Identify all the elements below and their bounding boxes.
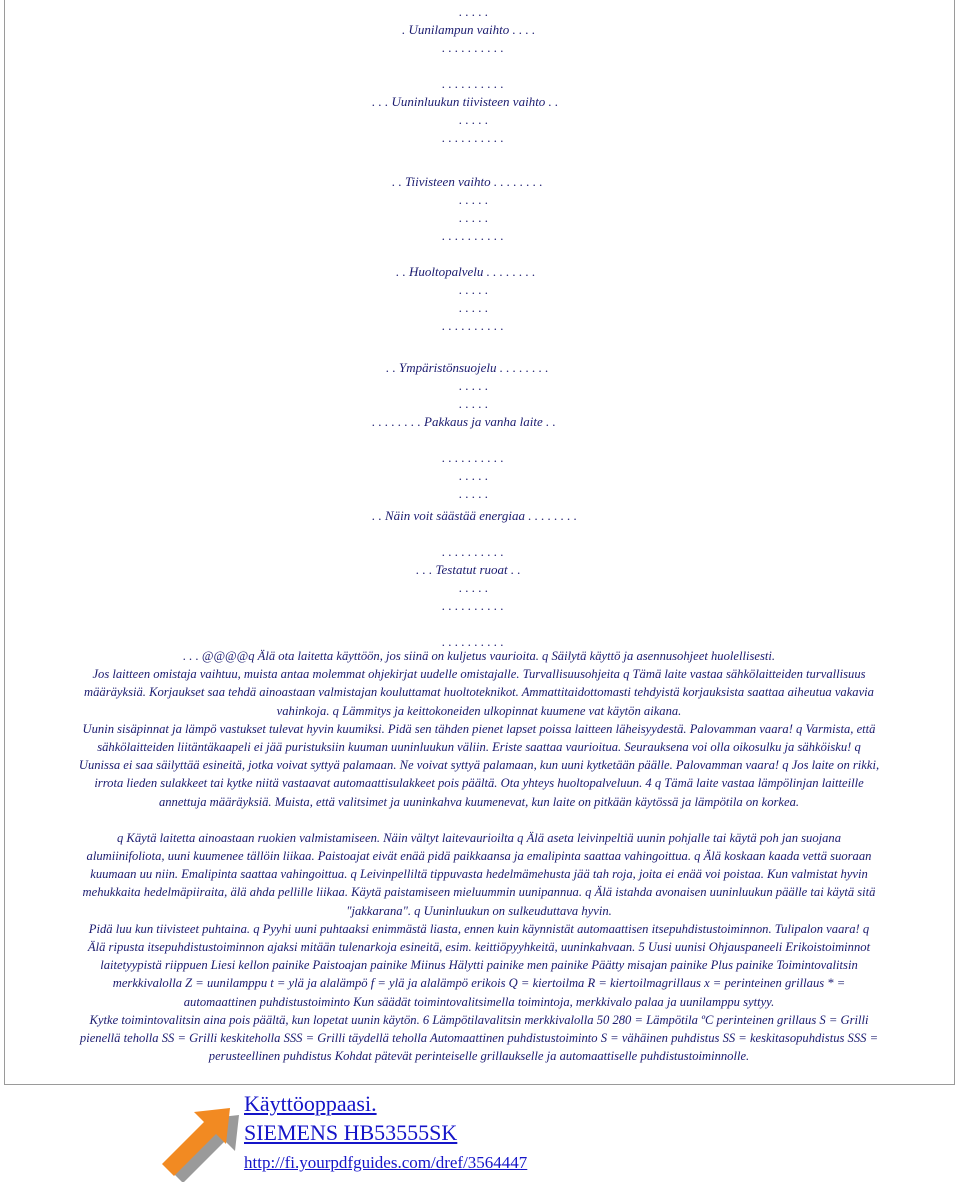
toc-line: . . Tiivisteen vaihto . . . . . . . .	[392, 174, 543, 189]
toc-line: . . . . . . . . . .	[442, 544, 504, 559]
arrow-logo-icon	[160, 1090, 242, 1182]
toc-line: . . . . .	[459, 378, 489, 393]
body-line: mehukkaita hedelmäpiiraita, älä ahda pellille liikaa. Käytä paistamiseen mieluummin uunipannua. q Älä istahda avonaisen uuninluukun päälle tai käytä sitä	[82, 885, 876, 900]
body-line: automaattinen puhdistustoiminto Kun säädät toimintovalitsimella toimintoja, merkkivalo palaa ja uunilamppu syttyy.	[183, 994, 775, 1009]
toc-line: . . . . .	[459, 396, 489, 411]
body-line: "jakkarana". q Uuninluukun on sulkeuduttava hyvin.	[346, 903, 612, 918]
toc-line: . . . . .	[459, 4, 489, 19]
body-line: vahinkoja. q Lämmitys ja keittokoneiden ulkopinnat kuumene vat käytön aikana.	[276, 703, 682, 718]
body-line: perusteellinen puhdistus Kohdat pätevät perinteiselle grillaukselle ja automaattiselle puhdistustoiminnolle.	[208, 1049, 750, 1064]
body-line: sähkölaitteiden liitäntäkaapeli ei jää puristuksiin kuuman uuninluukun väliin. Eriste saattaa vaurioitua. Seurauksena voi olla oikosulku ja sähköisku! q	[97, 740, 861, 755]
toc-line: . . Näin voit säästää energiaa . . . . . . . .	[372, 508, 577, 523]
toc-line: . . . . . . . . . .	[442, 40, 504, 55]
toc-line: . . . . . . . . . .	[442, 634, 504, 649]
body-line: Kytke toimintovalitsin aina pois päältä, kun lopetat uunin käytön. 6 Lämpötilavalitsin merkkivalolla 50 280 = Lämpötila ºC perinteinen grillaus S = Grilli	[89, 1012, 869, 1027]
toc-line: . . . . . . . . . .	[442, 450, 504, 465]
toc-line: . . . . . . . . . .	[442, 76, 504, 91]
toc-line: . . . . .	[459, 468, 489, 483]
body-line: Älä ripusta itsepuhdistustoiminnon ajaksi mitään tulenarkoja esineitä, esim. keittiöpyyhkeitä, uuninkahvaan. 5 Uusi uunisi Ohjauspaneeli Erikoistoiminnot	[87, 940, 871, 955]
body-line: pienellä teholla SS = Grilli keskiteholla SSS = Grilli täydellä teholla Automaattinen puhdistustoiminto S = vähäinen puhdistus SS = keskitasopuhdistus SSS =	[79, 1031, 879, 1046]
toc-line: . . . . .	[459, 300, 489, 315]
body-line: määräyksiä. Korjaukset saa tehdä ainoastaan valmistajan kouluttamat huoltoteknikot. Ammattitaidottomasti tehdyistä korjauksista saattaa aiheutua vakavia	[84, 685, 874, 700]
safety-instructions-text	[6, 647, 952, 1065]
toc-line: . . . . .	[459, 282, 489, 297]
toc-line: . . . . . . . . . .	[442, 318, 504, 333]
body-line: Uunin sisäpinnat ja lämpö vastukset tulevat hyvin kuumiksi. Pidä sen tähden pienet lapset poissa laitteen läheisyydestä. Palovamman vaara! q Varmista, että	[82, 721, 876, 736]
product-link[interactable]: SIEMENS HB53555SK	[244, 1120, 458, 1145]
body-line	[6, 811, 952, 829]
body-line: q Käytä laitetta ainoastaan ruokien valmistamiseen. Näin vältyt laitevaurioilta q Älä aseta leivinpeltiä uunin pohjalle tai käytä poh jan suojana	[116, 830, 842, 845]
body-line: kuumaan uu niin. Emalipinta saattaa vahingoittua. q Leivinpelliltä tippuvasta hedelmämehusta jää tah roja, joita ei enää voi poistaa. Kun valmistat hyvin	[90, 867, 868, 882]
footer	[160, 1087, 860, 1187]
body-line: irrota lieden sulakkeet tai kytke niitä vastaavat automaattisulakkeet pois päältä. Ota yhteys huoltopalveluun. 4 q Tämä laite vastaa lämpölinjan laitteille	[94, 776, 864, 791]
body-line: annettuja määräyksiä. Muista, että valitsimet ja uuninkahva kuumenevat, kun laite on pitkään käytössä ja lämpötila on korkea.	[158, 794, 800, 809]
toc-line: . . Ympäristönsuojelu . . . . . . . .	[386, 360, 549, 375]
toc-line: . . . . .	[459, 486, 489, 501]
body-line: laitetyypistä riippuen Liesi kellon painike Paistoajan painike Miinus Hälytti painike men painike Päätty misajan painike Plus painike Toimintovalitsin	[100, 958, 858, 973]
body-line: merkkivalolla Z = uunilamppu t = ylä ja alalämpö f = ylä ja alalämpö erikois Q = kiertoilma R = kiertoilmagrillaus x = perinteinen grillaus * =	[112, 976, 846, 991]
toc-line: . . Huoltopalvelu . . . . . . . .	[396, 264, 536, 279]
toc-line: . . . . .	[459, 580, 489, 595]
url-link[interactable]: http://fi.yourpdfguides.com/dref/3564447	[244, 1153, 528, 1172]
toc-line: . . . . . . . . Pakkaus ja vanha laite . .	[372, 414, 556, 429]
toc-line: . . . . . . . . . .	[442, 130, 504, 145]
toc-line: . . . . .	[459, 192, 489, 207]
body-line: Jos laitteen omistaja vaihtuu, muista antaa molemmat ohjekirjat uudelle omistajalle. Turvallisuusohjeita q Tämä laite vastaa sähkölaitteiden turvallisuus	[92, 667, 866, 682]
body-line: Uunissa ei saa säilyttää esineitä, jotka voivat syttyä palamaan. Ne voivat syttyä palamaan, kun uuni kytketään päälle. Palovamman vaara! q Jos laite on rikki,	[78, 758, 880, 773]
manual-link[interactable]: Käyttöoppaasi.	[244, 1091, 377, 1116]
toc-line: . . . . . . . . . .	[442, 598, 504, 613]
toc-line: . . . Testatut ruoat . .	[416, 562, 521, 577]
toc-line: . . . Uuninluukun tiivisteen vaihto . .	[372, 94, 559, 109]
toc-line: . . . . .	[459, 112, 489, 127]
body-line: alumiinifoliota, uuni kuumenee tällöin liikaa. Paistoajat eivät enää pidä paikkaansa ja emalipinta saattaa vahingoittua. q Älä koskaan kaada vettä suoraan	[86, 849, 872, 864]
toc-line: . . . . . . . . . .	[442, 228, 504, 243]
body-line: . . . @@@@q Älä ota laitetta käyttöön, jos siinä on kuljetus vaurioita. q Säilytä käyttö ja asennusohjeet huolellisesti.	[182, 649, 775, 663]
toc-line: . . . . .	[459, 210, 489, 225]
body-line: Pidä luu kun tiivisteet puhtaina. q Pyyhi uuni puhtaaksi enimmästä liasta, ennen kuin käynnistät automaattisen itsepuhdistustoiminnon. Tulipalon vaara! q	[88, 921, 870, 936]
toc-line: . Uunilampun vaihto . . . .	[402, 22, 536, 37]
